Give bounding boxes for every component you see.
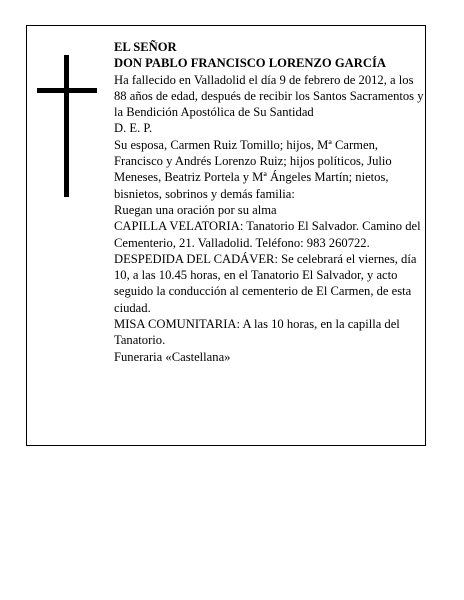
prayer-request: Ruegan una oración por su alma [114,202,277,217]
cross-vertical-bar [64,55,69,197]
farewell-info: DESPEDIDA DEL CADÁVER: Se celebrará el viernes, día 10, a las 10.45 horas, en el Tanatorio El Salvador, y acto seguido la conducción al cementerio de El Carmen, de esta ciudad. [114,251,417,315]
death-info: Ha fallecido en Valladolid el día 9 de febrero de 2012, a los 88 años de edad, después de recibir los Santos Sacramentos y la Bendición Apostólica de Su Santidad [114,72,424,120]
chapel-info: CAPILLA VELATORIA: Tanatorio El Salvador. Camino del Cementerio, 21. Valladolid. Teléfono: 983 260722. [114,219,421,250]
cross-icon [37,55,97,197]
obituary-text [114,39,424,365]
rip-text: D. E. P. [114,121,153,136]
funeral-home: Funeraria «Castellana» [114,349,231,364]
cross-horizontal-bar [37,88,97,93]
family-list: Su esposa, Carmen Ruiz Tomillo; hijos, Mª Carmen, Francisco y Andrés Lorenzo Ruiz; hijos políticos, Julio Meneses, Beatriz Portela y Mª Ángeles Martín; nietos, bisnietos, sobrinos y demás familia: [114,137,392,201]
mass-info: MISA COMUNITARIA: A las 10 horas, en la capilla del Tanatorio. [114,317,400,348]
deceased-name: DON PABLO FRANCISCO LORENZO GARCÍA [114,56,386,71]
notice-title: EL SEÑOR [114,40,177,54]
